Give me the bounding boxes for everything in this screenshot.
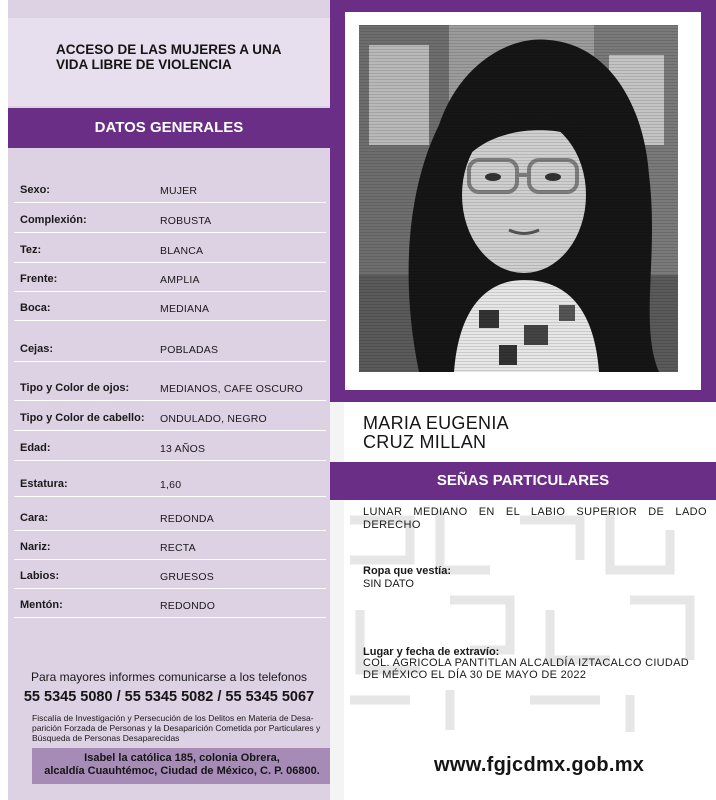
field-label: Cejas: [20, 343, 54, 355]
field-value: ONDULADO, NEGRO [160, 413, 267, 425]
field-label: Tez: [20, 244, 42, 256]
field-value: AMPLIA [160, 274, 200, 286]
field-label: Estatura: [20, 478, 68, 490]
row-separator [14, 262, 326, 263]
contact-phones: 55 5345 5080 / 55 5345 5082 / 55 5345 5067 [23, 689, 315, 705]
row-separator [14, 430, 326, 431]
row-separator [14, 291, 326, 292]
program-title: ACCESO DE LAS MUJERES A UNA VIDA LIBRE DE VIOLENCIA [56, 42, 282, 72]
field-value: 13 AÑOS [160, 443, 206, 455]
field-value: RECTA [160, 542, 196, 554]
row-separator [14, 496, 326, 497]
row-separator [14, 202, 326, 203]
address-line-2: alcaldía Cuauhtémoc, Ciudad de México, C. P. 06800. [44, 765, 320, 777]
senas-text: LUNAR MEDIANO EN EL LABIO SUPERIOR DE LADO DERECHO [363, 506, 707, 531]
field-label: Edad: [20, 442, 51, 454]
field-label: Boca: [20, 302, 51, 314]
background-pattern [330, 500, 716, 732]
ropa-value: SIN DATO [363, 578, 414, 590]
ropa-label: Ropa que vestía: [363, 565, 452, 577]
person-name-line-2: CRUZ MILLAN [363, 432, 487, 452]
senas-particulares-header: SEÑAS PARTICULARES [330, 462, 716, 500]
field-label: Tipo y Color de ojos: [20, 382, 130, 394]
person-name [363, 414, 693, 452]
field-value: MEDIANOS, CAFE OSCURO [160, 383, 304, 395]
row-separator [14, 232, 326, 233]
field-label: Complexión: [20, 214, 87, 226]
field-value: REDONDA [160, 513, 214, 525]
field-value: GRUESOS [160, 571, 214, 583]
field-label: Sexo: [20, 184, 50, 196]
row-separator [14, 588, 326, 589]
address [32, 752, 332, 778]
row-separator [14, 361, 326, 362]
decorative-pattern [330, 500, 716, 732]
field-label: Labios: [20, 570, 60, 582]
website-link[interactable]: www.fgjcdmx.gob.mx [434, 754, 645, 776]
field-value: MUJER [160, 185, 198, 197]
person-photo-image [359, 25, 678, 372]
field-label: Mentón: [20, 599, 63, 611]
agency-description: Fiscalía de Investigación y Persecución de los Delitos en Materia de Desa-parición Forzada de Personas y la Desaparición Cometida por Particulares y Búsqueda de Personas Desaparecidas [32, 713, 321, 743]
row-separator [14, 400, 326, 401]
missing-person-photo [359, 25, 678, 372]
contact-intro: Para mayores informes comunicarse a los telefonos [30, 670, 308, 684]
field-value: 1,60 [160, 479, 182, 491]
field-value: POBLADAS [160, 344, 219, 356]
row-separator [14, 460, 326, 461]
datos-generales-header: DATOS GENERALES [8, 108, 330, 148]
field-value: REDONDO [160, 600, 216, 612]
address-line-1: Isabel la católica 185, colonia Obrera, [84, 752, 280, 764]
field-label: Nariz: [20, 541, 51, 553]
row-separator [14, 559, 326, 560]
row-separator [14, 320, 326, 321]
field-value: ROBUSTA [160, 215, 212, 227]
person-name-line-1: MARIA EUGENIA [363, 413, 509, 433]
field-label: Cara: [20, 512, 49, 524]
field-label: Frente: [20, 273, 58, 285]
field-value: BLANCA [160, 245, 204, 257]
lugar-value: COL. AGRICOLA PANTITLAN ALCALDÍA IZTACALCO CIUDAD DE MÉXICO EL DÍA 30 DE MAYO DE 2022 [363, 657, 690, 681]
lugar-label: Lugar y fecha de extravío: [363, 646, 500, 658]
field-label: Tipo y Color de cabello: [20, 412, 145, 424]
row-separator [14, 530, 326, 531]
row-separator [14, 617, 326, 618]
field-value: MEDIANA [160, 303, 210, 315]
